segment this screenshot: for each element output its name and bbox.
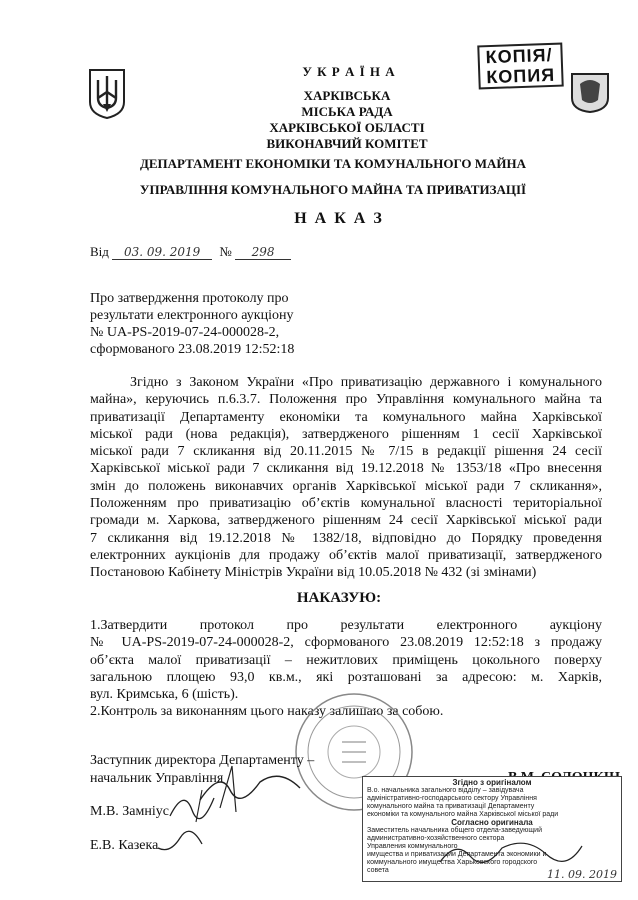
approval-line: Управления коммунального	[367, 843, 458, 850]
subject-line: результати електронного аукціону	[90, 308, 294, 323]
date-label: Від	[90, 244, 109, 259]
preamble-line: електронних аукціонів для продажу об’єктів малої приватизації, затвердженого	[90, 547, 602, 563]
approver-2: Е.В. Казека	[90, 838, 159, 853]
approval-line: комунального майна та приватизації Департаменту	[367, 803, 535, 810]
approval-line: адміністративно-господарського сектору Управління	[367, 795, 537, 802]
approval-line: коммунального имущества Харьковского городского	[367, 859, 538, 866]
item1-line: № UA-PS-2019-07-24-000028-2, сформованого 23.08.2019 12:52:18 з продажу	[90, 635, 602, 651]
preamble-line: Харківської міської ради 7 скликання від 19.12.2018 № 1353/18 «Про внесення	[90, 461, 602, 477]
document-type: Н А К А З	[294, 210, 384, 227]
signatory-title-line: начальник Управління	[90, 771, 224, 786]
org-line: МІСЬКА РАДА	[301, 104, 393, 119]
department-title: ДЕПАРТАМЕНТ ЕКОНОМІКИ ТА КОМУНАЛЬНОГО МАЙНА	[139, 156, 527, 171]
approval-line: имущества и приватизации Департамента экономики и	[367, 851, 547, 858]
date-value: 03. 09. 2019	[112, 245, 212, 260]
approval-line: Згідно з оригіналом	[452, 778, 532, 787]
approval-line: совета	[367, 867, 389, 874]
preamble-line: громади м. Харкова, затвердженого рішенням 24 сесії Харківської міської ради	[90, 513, 602, 529]
subject-line: Про затвердження протоколу про	[90, 291, 289, 306]
item1-line: загальною площею 93,0 кв.м., які розташовані за адресою: м. Харків,	[90, 669, 602, 685]
order-item-2: 2.Контроль за виконанням цього наказу залишаю за собою.	[90, 704, 444, 719]
preamble-line: Згідно з Законом України «Про приватизацію державного і комунального	[130, 375, 602, 390]
number-value: 298	[235, 245, 291, 260]
preamble-line: майна», керуючись п.6.3.7. Положення про Управління комунального майна та	[90, 392, 602, 408]
preamble-line: міської ради (нова редакція), затвердженого рішенням 1 сесії Харківської	[90, 426, 602, 442]
preamble-line: міської ради 7 скликання від 20.11.2015 № 7/15 в редакції рішення 24 сесії	[90, 444, 602, 460]
preamble-line: приватизації Департаменту економіки та комунального майна Харківської	[90, 409, 602, 425]
subject-line: № UA-PS-2019-07-24-000028-2,	[90, 325, 280, 340]
number-label: №	[219, 244, 232, 259]
subject-line: сформованого 23.08.2019 12:52:18	[90, 342, 295, 357]
approval-line: административно-хозяйственного сектора	[367, 835, 505, 842]
preamble-line: змін до положень виконавчих органів Харківської міської ради 7 скликання»,	[90, 478, 602, 494]
approval-signature-icon	[436, 834, 586, 874]
preamble-line: 7 скликання від 19.12.2018 № 1382/18, відповідно до Порядку проведення	[90, 530, 602, 546]
order-date-row	[90, 244, 350, 260]
org-line: ВИКОНАВЧИЙ КОМІТЕТ	[266, 136, 428, 151]
org-name	[28, 88, 638, 152]
approval-line: Согласно оригинала	[451, 818, 533, 827]
preamble-line: Постановою Кабінету Міністрів України від 10.05.2018 № 432 (зі змінами)	[90, 565, 537, 581]
order-word: НАКАЗУЮ:	[296, 590, 382, 606]
item1-line: об’єкта малої приватизації – нежитлових приміщень цокольного поверху	[90, 652, 602, 668]
approval-line: В.о. начальника загального відділу – завідувача	[367, 787, 524, 794]
approver-1: М.В. Замніус	[90, 804, 169, 819]
preamble-paragraph	[90, 374, 602, 582]
division-title: УПРАВЛІННЯ КОМУНАЛЬНОГО МАЙНА ТА ПРИВАТИЗАЦІЇ	[139, 182, 527, 197]
approver-1-signature-icon	[166, 786, 226, 826]
item1-line: 1.Затвердити протокол про результати електронного аукціону	[90, 618, 602, 633]
org-line: ХАРКІВСЬКОЇ ОБЛАСТІ	[269, 120, 425, 135]
country-title: У К Р А Ї Н А	[302, 64, 396, 79]
preamble-line: Положенням про приватизацію об’єктів комунальної власності територіальної	[90, 496, 602, 512]
approval-line: Заместитель начальника общего отдела-заведующий	[367, 827, 542, 834]
copy-stamp-line1: КОПІЯ/	[485, 44, 553, 68]
copy-stamp-line2: КОПИЯ	[486, 64, 556, 88]
order-subject	[90, 290, 294, 358]
item1-line: вул. Кримська, 6 (шість).	[90, 687, 239, 703]
signatory-title-line: Заступник директора Департаменту –	[90, 753, 315, 768]
approver-2-signature-icon	[156, 824, 216, 860]
approval-date: 11. 09. 2019	[547, 868, 617, 881]
approval-line: економіки та комунального майна Харківської міської ради	[367, 811, 559, 818]
org-line: ХАРКІВСЬКА	[303, 88, 391, 103]
